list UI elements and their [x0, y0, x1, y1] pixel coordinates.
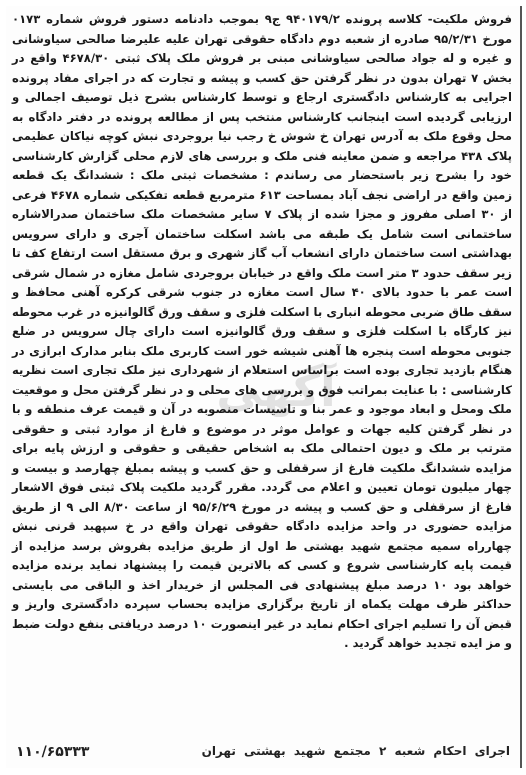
notice-body-text: فروش ملکیت- کلاسه پرونده ۹۴۰۱۷۹/۲ ج۹ بموجب دادنامه دستور فروش شماره ۰۱۷۳ مورخ ۹۵/۲/۳۱ صادره از شعبه دوم دادگاه حقوقی تهران علیه علیرضا صالحی سیاوشانی و غیره و له جواد صالحی سیاوشانی مبنی بر فروش ملک پلاک ثبتی ۴۶۷۸/۳۰ واقع در بخش ۷ تهران بدون در نظر گرفتن حق کسب و پیشه و تجارت که در اجرای مفاد پرونده اجرایی به کارشناس دادگستری ارجاع و توسط کارشناس بشرح ذیل توصیف اجمالی و ارزیابی گردیده است اینجانب کارشناس منتخب پس از مطالعه پرونده در دفتر دادگاه به محل وقوع ملک به آدرس تهران خ شوش خ رجب نیا بروجردی نبش کوچه نیاکان عظیمی پلاک ۴۳۸ مراجعه و ضمن معاینه فنی ملک و بررسی های لازم محلی گزارش کارشناسی خود را بشرح زیر باستحضار می رساندم : مشخصات ثبتی ملک : ششدانگ یک قطعه زمین واقع در اراضی نجف آباد بمساحت ۶۱۳ مترمربع قطعه تفکیکی شماره ۴۶۷۸ فرعی از ۳۰ اصلی مفروز و مجزا شده از پلاک ۷ سایر مشخصات ملک ساختمان صدرالاشاره ساختمانی است شامل یک طبقه می باشد اسکلت ساختمان آجری و دارای سرویس بهداشتی است ساختمان دارای انشعاب آب گاز شهری و برق مستقل است ارتفاع کف تا زیر سقف حدود ۳ متر است ملک واقع در خیابان بروجردی شامل مغازه در شمال شرقی است عمر با حدود بالای ۴۰ سال است مغازه در جنوب شرقی کرکره آهنی محافظ و سقف طاق ضربی محوطه انباری با اسکلت فلزی و سقف ورق گالوانیزه در غرب محوطه نیز کارگاه با اسکلت فلزی و سقف ورق گالوانیزه است دارای چال سرویس در ضلع جنوبی محوطه است پنجره ها آهنی شیشه خور است کاربری ملک بنابر مدارک ابرازی در هنگام بازدید تجاری بوده است براساس استعلام از شهرداری نیز ملک تجاری است نظریه کارشناسی : با عنایت بمراتب فوق و بررسی های محلی و در نظر گرفتن محل و موقعیت ملک ومحل و ابعاد موجود و عمر بنا و تاسیسات منصوبه در آن و قیمت عرف منطقه و با در نظر گرفتن کلیه جهات و عوامل موثر در موضوع و فارغ از موارد ثبتی و حقوقی مترتب بر ملک و دیون احتمالی ملک به اشخاص حقیقی و حقوقی و ارزش پایه برای مزایده ششدانگ ملکیت فارغ از سرقفلی و حق کسب و پیشه بمبلغ چهارصد و بیست و چهار میلیون تومان تعیین و اعلام می گردد. مقرر گردید ملکیت پلاک ثبتی فوق الاشعار فارغ از سرقفلی و حق کسب و پیشه در مورخ ۹۵/۶/۲۹ از ساعت ۸/۳۰ الی ۹ از طریق مزایده حضوری در واحد مزایده دادگاه حقوقی تهران واقع در خ سپهبد قرنی نبش چهارراه سمیه مجتمع شهید بهشتی ط اول از طریق مزایده بفروش برسد مزایده از قیمت پایه کارشناسی شروع و کسی که بالاترین قیمت را پیشنهاد نماید برنده مزایده خواهد بود ۱۰ درصد مبلغ پیشنهادی فی المجلس از خریدار اخذ و الباقی می بایستی حداکثر ظرف مهلت یکماه از تاریخ برگزاری مزایده بحساب سپرده دادگستری واریز و قبض آن را تسلیم اجرای احکام نماید در غیر اینصورت ۱۰ درصد دریافتی بنفع دولت ضبط و مز ایده تجدید خواهد گردید .	[12, 12, 513, 650]
issuer-signature: اجرای احکام شعبه ۲ مجتمع شهید بهشتی تهران	[201, 744, 510, 758]
legal-notice	[6, 6, 522, 768]
reference-number: ۱۱۰/۶۵۳۳۳	[16, 744, 90, 760]
svg-text:آگهی: آگهی	[216, 363, 336, 417]
notice-footer	[12, 744, 510, 766]
